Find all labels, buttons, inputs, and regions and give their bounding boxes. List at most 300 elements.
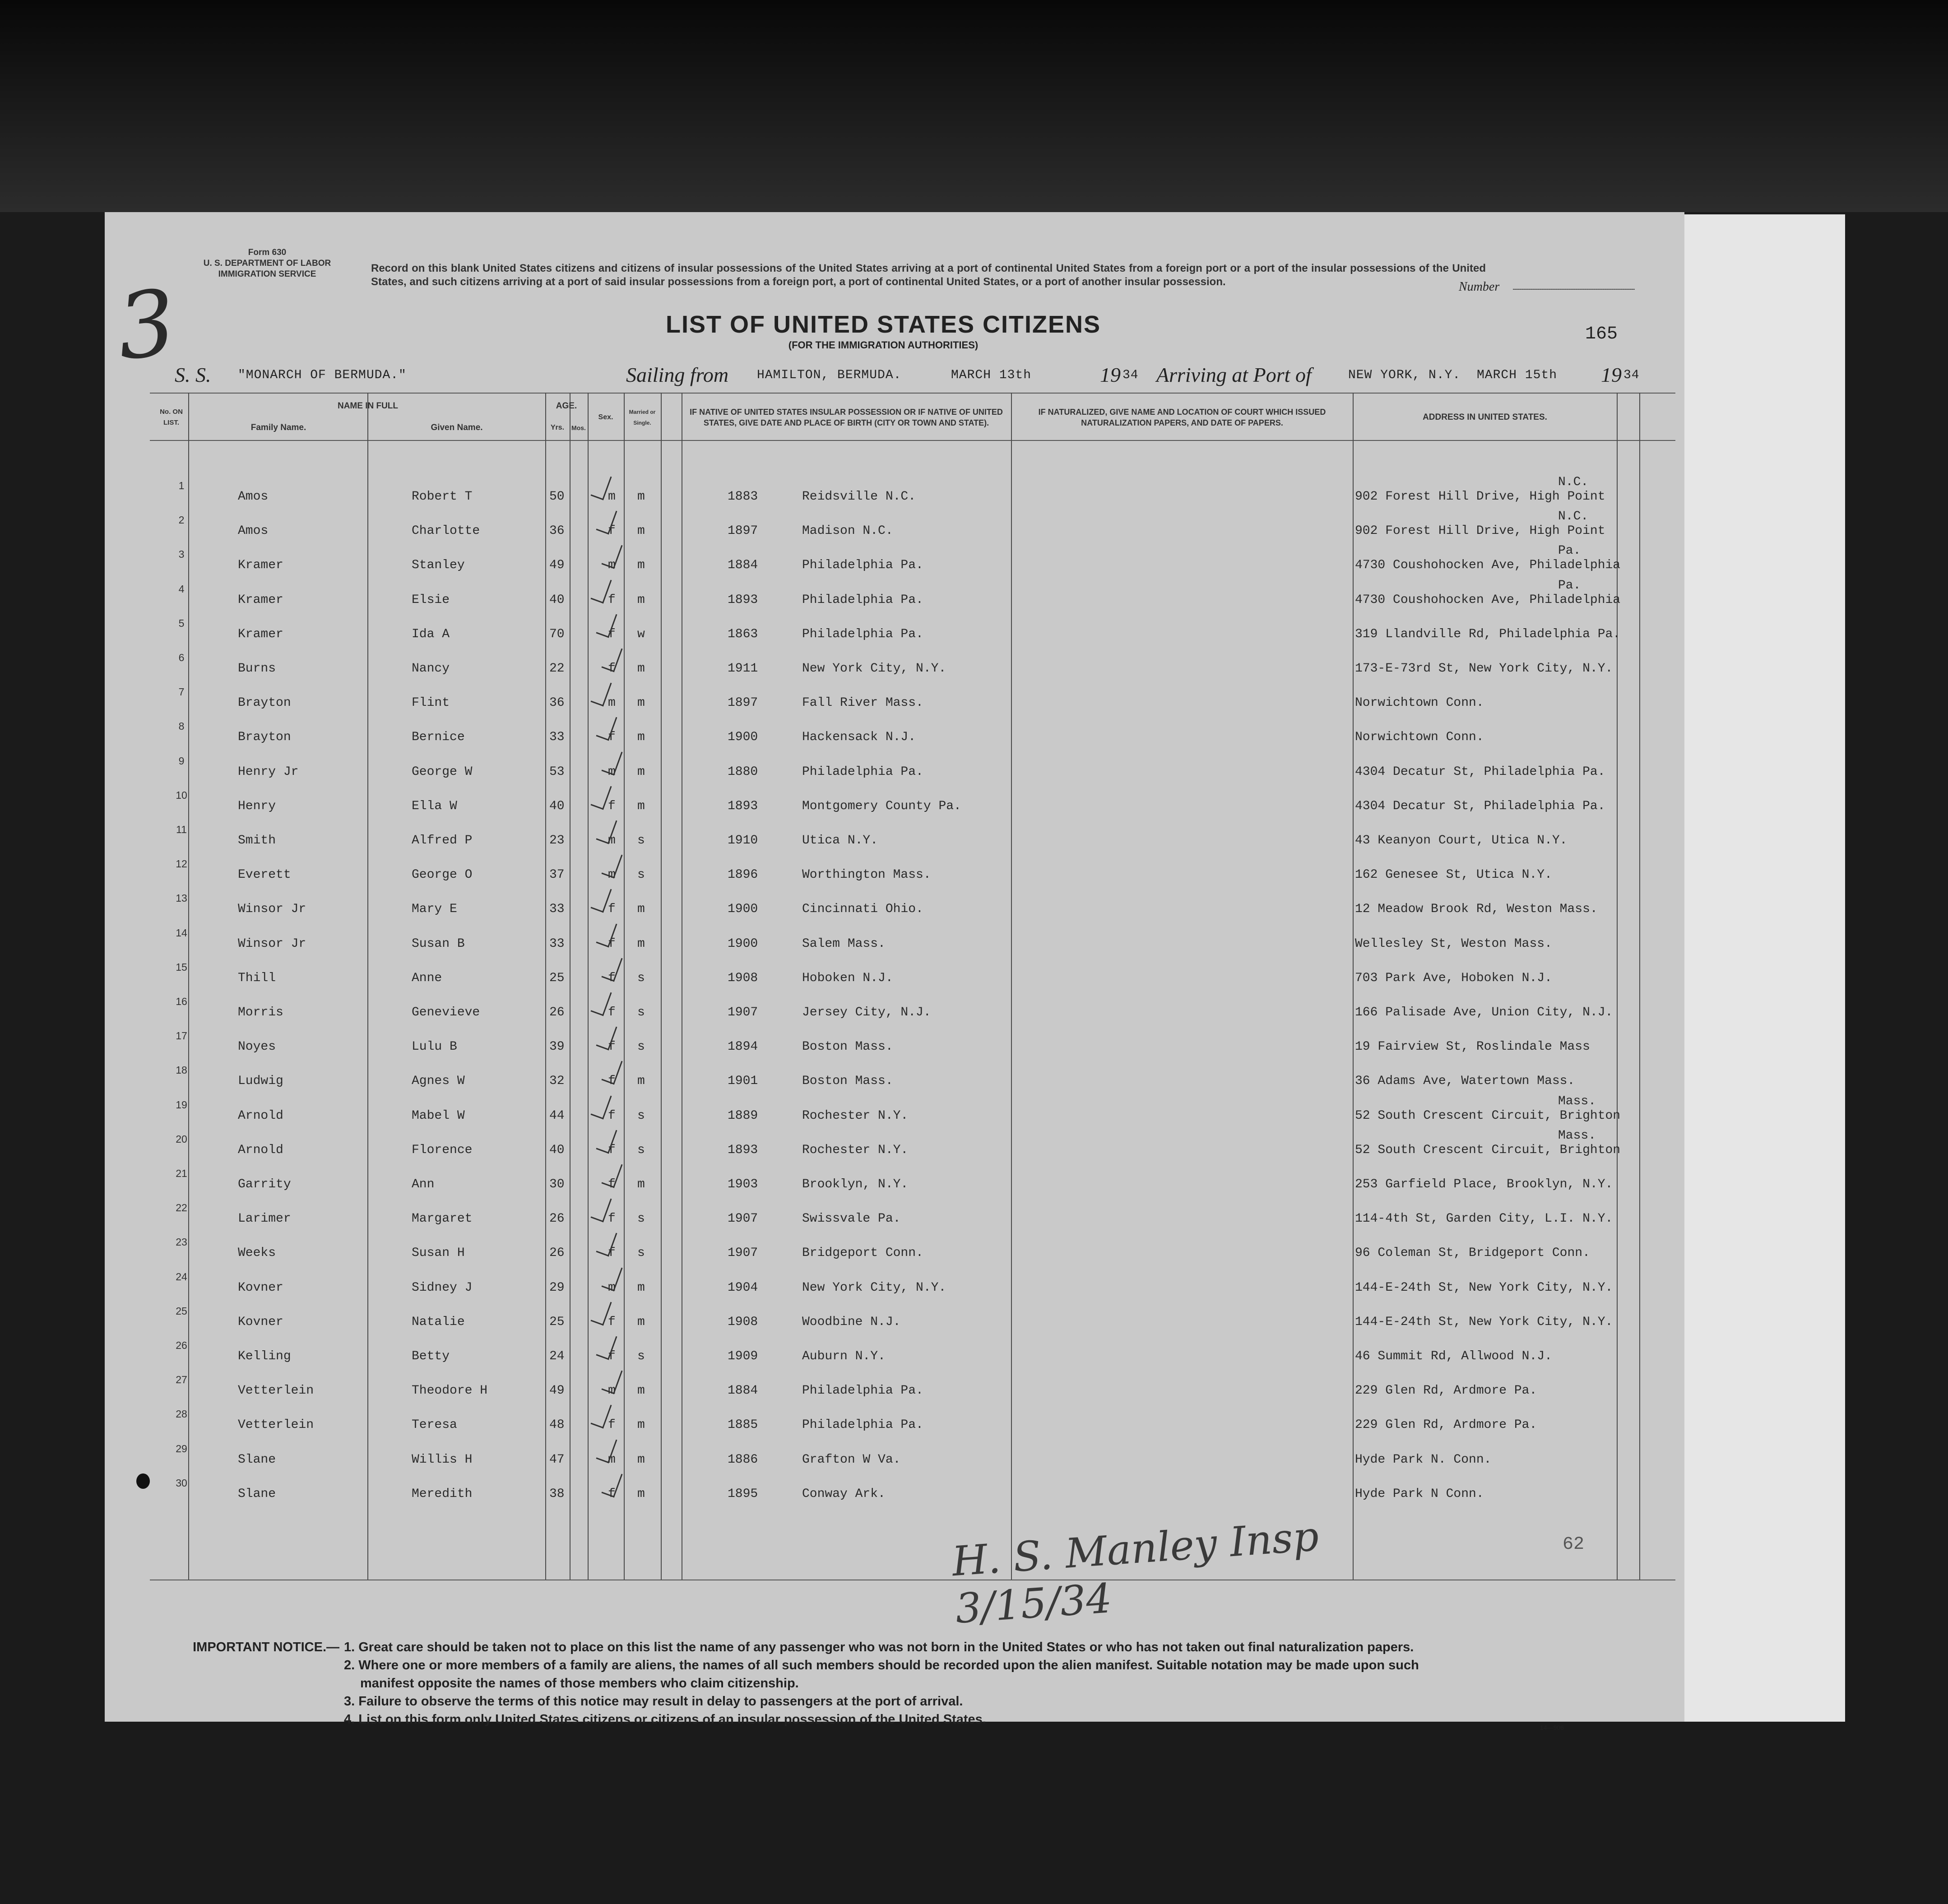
row-sex: f [608,1487,616,1501]
row-sex: m [608,834,616,848]
row-age: 33 [549,730,565,745]
arrival-year-prefix: 19 [1601,363,1622,386]
row-year: 1907 [728,1005,758,1019]
row-place: Rochester N.Y. [802,1143,909,1157]
row-number: 1 [178,480,185,491]
row-given: Ella W [412,799,457,813]
column-divider [624,393,625,1580]
row-age: 26 [549,1212,565,1226]
header-given-name: Given Name. [431,422,483,432]
row-age: 33 [549,902,565,917]
row-year: 1893 [728,1143,758,1157]
row-address: 253 Garfield Place, Brooklyn, N.Y. [1355,1177,1613,1191]
sheet-number: 165 [1585,324,1618,344]
adjacent-page-edge [1670,214,1845,1722]
row-year: 1889 [728,1108,758,1123]
row-place: Swissvale Pa. [802,1212,901,1226]
row-place: New York City, N.Y. [802,1280,946,1295]
row-address: 902 Forest Hill Drive, High Point [1355,524,1605,538]
row-year: 1883 [728,490,758,504]
row-place: Philadelphia Pa. [802,593,923,607]
row-year: 1863 [728,627,758,641]
row-place: Worthington Mass. [802,868,931,882]
row-sex: m [608,764,616,779]
checkmark-icon [601,1263,622,1291]
row-ms: s [637,1005,645,1019]
row-ms: s [637,1246,645,1260]
row-age: 40 [549,1143,565,1157]
row-number: 27 [176,1374,187,1386]
row-address: 173-E-73rd St, New York City, N.Y. [1355,662,1613,676]
row-age: 40 [549,593,565,607]
row-address: 4730 Coushohocken Ave, Philadelphia [1355,593,1621,607]
departure-date: MARCH 13th [951,368,1032,382]
row-place: Woodbine N.J. [802,1315,901,1329]
row-number: 5 [178,617,185,629]
row-address: 229 Glen Rd, Ardmore Pa. [1355,1384,1537,1398]
row-number: 2 [178,514,185,526]
arriving-label: Arriving at Port of [1156,363,1312,386]
handwritten-page-mark: 3 [112,270,181,381]
row-sex: f [608,1177,616,1191]
arrival-port: NEW YORK, N.Y. [1348,368,1461,382]
row-sex: f [608,902,616,917]
row-given: Flint [412,696,450,710]
row-number: 11 [176,824,187,835]
row-age: 49 [549,558,565,573]
row-place: Montgomery County Pa. [802,799,961,813]
row-year: 1910 [728,834,758,848]
row-family: Ludwig [238,1074,283,1089]
row-ms: s [637,1212,645,1226]
row-number: 12 [176,858,187,870]
row-given: Nancy [412,662,450,676]
row-family: Slane [238,1487,276,1501]
row-year: 1884 [728,1384,758,1398]
row-ms: m [637,902,645,917]
row-place: Grafton W Va. [802,1452,901,1467]
row-address: 4304 Decatur St, Philadelphia Pa. [1355,764,1605,779]
row-age: 36 [549,524,565,538]
row-family: Arnold [238,1108,283,1123]
row-address: Norwichtown Conn. [1355,696,1484,710]
checkmark-icon [601,954,622,982]
notice-item: 1. Great care should be taken not to place on this list the name of any passenger who was not born in the United States or who has not taken out final naturalization papers. [344,1640,1414,1654]
form-instruction: Record on this blank United States citizens and citizens of insular possessions of the United States arriving at a port of continental United States from a foreign port or a port of the insular possessions of the United States, and such citizens arriving at a port of said insular possessions from a foreign port, a port of continental United States, or a port of another insular possession. [371,262,1486,288]
row-sex: f [608,799,616,813]
row-number: 16 [176,996,187,1007]
row-place: Philadelphia Pa. [802,558,923,573]
row-ms: s [637,1040,645,1054]
row-address: Hyde Park N. Conn. [1355,1452,1492,1467]
row-place: Fall River Mass. [802,696,923,710]
row-ms: m [637,662,645,676]
row-place: Philadelphia Pa. [802,1384,923,1398]
row-ms: m [637,1315,645,1329]
row-year: 1880 [728,764,758,779]
row-given: Mabel W [412,1108,465,1123]
manifest-page [105,212,1684,1731]
row-ms: s [637,1349,645,1363]
row-family: Noyes [238,1040,276,1054]
row-place: Bridgeport Conn. [802,1246,923,1260]
row-family: Brayton [238,696,291,710]
row-family: Kelling [238,1349,291,1363]
row-ms: m [637,593,645,607]
row-given: Mary E [412,902,457,917]
department-name: U. S. DEPARTMENT OF LABOR [203,259,331,268]
row-number: 25 [176,1305,187,1317]
row-age: 36 [549,696,565,710]
row-sex: m [608,868,616,882]
row-ms: m [637,696,645,710]
row-place: Conway Ark. [802,1487,886,1501]
row-number: 30 [176,1477,187,1489]
checkmark-icon [601,1367,622,1394]
row-address: 19 Fairview St, Roslindale Mass [1355,1040,1590,1054]
row-address: 229 Glen Rd, Ardmore Pa. [1355,1418,1537,1432]
row-sex: f [608,1212,616,1226]
row-number: 21 [176,1167,187,1179]
checkmark-icon [601,1469,622,1497]
row-given: Anne [412,971,442,985]
row-given: Susan B [412,936,465,951]
row-ms: s [637,868,645,882]
row-ms: m [637,1074,645,1089]
row-address: 4730 Coushohocken Ave, Philadelphia [1355,558,1621,573]
signature-code: 62 [1563,1534,1585,1555]
row-number: 22 [176,1202,187,1214]
row-address-note: Pa. [1558,544,1581,558]
row-given: Theodore H [412,1384,488,1398]
row-ms: w [637,627,645,641]
row-number: 10 [176,789,187,801]
row-place: Madison N.C. [802,524,893,538]
row-sex: f [608,971,616,985]
row-number: 18 [176,1064,187,1076]
row-place: Brooklyn, N.Y. [802,1177,909,1191]
row-family: Kovner [238,1315,283,1329]
column-divider [1011,393,1012,1580]
row-family: Garrity [238,1177,291,1191]
row-given: George W [412,764,473,779]
row-age: 25 [549,1315,565,1329]
row-number: 14 [176,927,187,939]
row-family: Vetterlein [238,1384,314,1398]
row-age: 40 [549,799,565,813]
row-family: Kramer [238,627,283,641]
header-name-in-full: NAME IN FULL [337,401,399,411]
row-address: 52 South Crescent Circuit, Brighton [1355,1108,1621,1123]
header-sex: Sex. [598,413,613,421]
row-ms: s [637,1108,645,1123]
row-address: 36 Adams Ave, Watertown Mass. [1355,1074,1575,1089]
row-number: 23 [176,1236,187,1248]
row-given: Willis H [412,1452,473,1467]
row-sex: f [608,593,616,607]
row-address: 902 Forest Hill Drive, High Point [1355,490,1605,504]
row-year: 1909 [728,1349,758,1363]
row-sex: f [608,1074,616,1089]
row-number: 29 [176,1442,187,1455]
row-ms: m [637,1177,645,1191]
row-sex: m [608,1452,616,1467]
notice-item: 4. List on this form only United States citizens or citizens of an insular possession of the United States. [344,1712,986,1727]
row-place: New York City, N.Y. [802,662,946,676]
row-given: Lulu B [412,1040,457,1054]
row-family: Winsor Jr [238,936,306,951]
row-family: Winsor Jr [238,902,306,917]
row-given: Susan H [412,1246,465,1260]
row-given: Teresa [412,1418,457,1432]
row-number: 13 [176,892,187,904]
row-number: 6 [178,652,185,663]
row-address: 144-E-24th St, New York City, N.Y. [1355,1315,1613,1329]
column-divider [367,393,368,1580]
row-age: 50 [549,490,565,504]
row-age: 47 [549,1452,565,1467]
row-ms: m [637,799,645,813]
row-address: 52 South Crescent Circuit, Brighton [1355,1143,1621,1157]
column-divider [588,393,589,1580]
row-address-note: Pa. [1558,578,1581,593]
departure-year: 34 [1122,368,1139,382]
ship-name: "MONARCH OF BERMUDA." [238,368,407,382]
row-ms: s [637,971,645,985]
row-year: 1900 [728,902,758,917]
row-ms: m [637,1452,645,1467]
inspector-signature: H. S. Manley Insp 3/15/34 [951,1512,1321,1633]
row-sex: f [608,662,616,676]
column-divider [1639,393,1640,1580]
row-number: 28 [176,1408,187,1420]
row-given: Betty [412,1349,450,1363]
row-year: 1893 [728,799,758,813]
row-given: Meredith [412,1487,473,1501]
row-address-note: Mass. [1558,1094,1596,1108]
header-no-on-list: No. ON LIST. [160,408,183,426]
form-number: Form 630 [248,248,287,257]
row-age: 32 [549,1074,565,1089]
row-family: Brayton [238,730,291,745]
row-address: 12 Meadow Brook Rd, Weston Mass. [1355,902,1598,917]
row-year: 1911 [728,662,758,676]
row-year: 1897 [728,524,758,538]
checkmark-icon [601,747,622,775]
row-age: 48 [549,1418,565,1432]
form-department-block [150,247,385,280]
row-year: 1893 [728,593,758,607]
row-place: Philadelphia Pa. [802,764,923,779]
row-age: 33 [549,936,565,951]
checkmark-icon [601,541,622,569]
row-year: 1885 [728,1418,758,1432]
row-ms: m [637,490,645,504]
row-sex: f [608,1246,616,1260]
row-sex: f [608,524,616,538]
row-place: Rochester N.Y. [802,1108,909,1123]
row-address: 4304 Decatur St, Philadelphia Pa. [1355,799,1605,813]
row-year: 1908 [728,971,758,985]
checkmark-icon [601,644,622,672]
row-family: Weeks [238,1246,276,1260]
arrival-date: MARCH 15th [1477,368,1558,382]
row-year: 1884 [728,558,758,573]
row-year: 1904 [728,1280,758,1295]
row-family: Larimer [238,1212,291,1226]
row-sex: f [608,1349,616,1363]
row-address: 46 Summit Rd, Allwood N.J. [1355,1349,1552,1363]
notice-item: 3. Failure to observe the terms of this notice may result in delay to passengers at the port of arrival. [344,1694,963,1709]
row-family: Amos [238,524,269,538]
row-age: 23 [549,834,565,848]
row-place: Salem Mass. [802,936,886,951]
row-given: George O [412,868,473,882]
row-year: 1897 [728,696,758,710]
column-divider [1353,393,1354,1580]
row-family: Amos [238,490,269,504]
row-sex: m [608,1280,616,1295]
row-place: Utica N.Y. [802,834,878,848]
column-divider [661,393,662,1580]
row-sex: f [608,936,616,951]
row-family: Kovner [238,1280,283,1295]
row-given: Charlotte [412,524,480,538]
departure-port: HAMILTON, BERMUDA. [757,368,902,382]
row-number: 26 [176,1339,187,1351]
row-year: 1907 [728,1212,758,1226]
row-family: Kramer [238,558,283,573]
year-prefix: 19 [1100,363,1121,386]
row-number: 3 [178,548,185,561]
row-given: Ida A [412,627,450,641]
row-sex: f [608,1418,616,1432]
row-year: 1896 [728,868,758,882]
row-address: 43 Keanyon Court, Utica N.Y. [1355,834,1568,848]
table-top-rule [150,393,1675,394]
row-sex: f [608,730,616,745]
row-address: 144-E-24th St, New York City, N.Y. [1355,1280,1613,1295]
notice-items [344,1638,1675,1728]
row-sex: f [608,627,616,641]
checkmark-icon [601,1160,622,1188]
row-given: Stanley [412,558,465,573]
row-family: Morris [238,1005,283,1019]
header-address: ADDRESS IN UNITED STATES. [1423,412,1547,422]
row-place: Philadelphia Pa. [802,1418,923,1432]
row-year: 1894 [728,1040,758,1054]
scan-background [0,0,1948,212]
row-sex: f [608,1005,616,1019]
row-given: Agnes W [412,1074,465,1089]
row-place: Philadelphia Pa. [802,627,923,641]
row-address: 114-4th St, Garden City, L.I. N.Y. [1355,1212,1613,1226]
row-age: 22 [549,662,565,676]
row-sex: f [608,1315,616,1329]
row-place: Auburn N.Y. [802,1349,886,1363]
row-family: Burns [238,662,276,676]
row-address: 319 Llandville Rd, Philadelphia Pa. [1355,627,1621,641]
row-number: 15 [176,961,187,973]
row-address: 703 Park Ave, Hoboken N.J. [1355,971,1552,985]
row-number: 4 [178,583,185,595]
form-code: 14—906 [1540,1724,1564,1731]
row-ms: m [637,524,645,538]
row-ms: m [637,936,645,951]
column-divider [545,393,546,1580]
row-given: Genevieve [412,1005,480,1019]
checkmark-icon [601,851,622,879]
row-age: 25 [549,971,565,985]
row-age: 39 [549,1040,565,1054]
row-given: Ann [412,1177,435,1191]
row-age: 26 [549,1246,565,1260]
row-family: Thill [238,971,276,985]
row-ms: m [637,1487,645,1501]
row-address-note: N.C. [1558,510,1589,524]
header-native-birth: IF NATIVE OF UNITED STATES INSULAR POSSESSION OR IF NATIVE OF UNITED STATES, GIVE DATE AND PLACE OF BIRTH (CITY OR TOWN AND STATE). [690,408,1003,427]
row-ms: m [637,1280,645,1295]
row-given: Florence [412,1143,473,1157]
row-family: Kramer [238,593,283,607]
header-years: Yrs. [550,423,565,431]
row-age: 37 [549,868,565,882]
row-age: 29 [549,1280,565,1295]
row-sex: m [608,558,616,573]
row-given: Natalie [412,1315,465,1329]
row-place: Boston Mass. [802,1074,893,1089]
notice-label: IMPORTANT NOTICE.— [193,1640,339,1654]
header-bottom-rule [150,440,1675,441]
row-family: Slane [238,1452,276,1467]
row-given: Elsie [412,593,450,607]
row-ms: m [637,764,645,779]
row-place: Jersey City, N.J. [802,1005,931,1019]
number-field-line [1513,289,1635,290]
notice-item: 2. Where one or more members of a family are aliens, the names of all such members should be recorded upon the alien manifest. Suitable notation may be made upon such [344,1658,1419,1672]
service-name: IMMIGRATION SERVICE [218,269,316,279]
row-age: 30 [549,1177,565,1191]
row-ms: m [637,558,645,573]
row-number: 17 [176,1030,187,1042]
row-year: 1908 [728,1315,758,1329]
row-place: Boston Mass. [802,1040,893,1054]
row-sex: m [608,490,616,504]
punch-hole [136,1473,150,1489]
row-sex: m [608,696,616,710]
row-age: 49 [549,1384,565,1398]
row-place: Cincinnati Ohio. [802,902,923,917]
row-year: 1886 [728,1452,758,1467]
row-address-note: Mass. [1558,1128,1596,1143]
row-ms: m [637,730,645,745]
notice-item-continued: manifest opposite the names of those members who claim citizenship. [360,1676,799,1691]
header-family-name: Family Name. [250,422,306,432]
row-ms: m [637,1418,645,1432]
row-place: Hoboken N.J. [802,971,893,985]
number-label: Number [1459,280,1500,294]
row-age: 44 [549,1108,565,1123]
header-months: Mos. [571,424,586,431]
row-sex: f [608,1143,616,1157]
row-number: 9 [178,755,185,767]
row-year: 1903 [728,1177,758,1191]
arrival-year: 34 [1623,368,1640,382]
row-family: Henry [238,799,276,813]
header-married-single: Married or Single. [629,409,656,426]
row-age: 70 [549,627,565,641]
row-place: Hackensack N.J. [802,730,916,745]
